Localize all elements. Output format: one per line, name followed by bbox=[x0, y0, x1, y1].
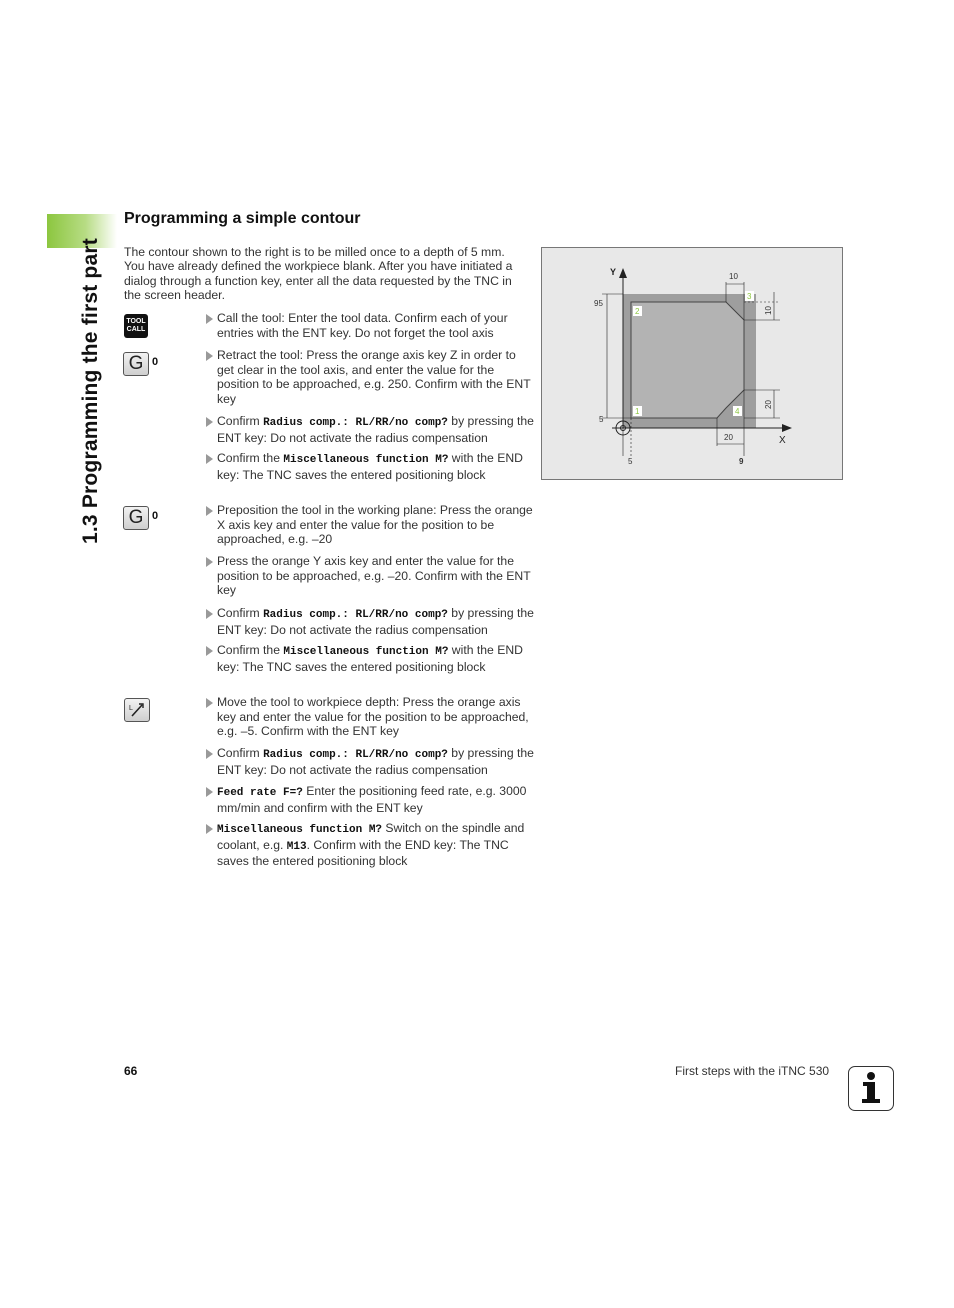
bullet-triangle-icon bbox=[206, 698, 213, 708]
section-title-vertical: 1.3 Programming the first part bbox=[79, 238, 102, 544]
dim-y5: 5 bbox=[599, 415, 604, 424]
page-number: 66 bbox=[124, 1064, 138, 1078]
tool-call-key-icon: TOOL CALL bbox=[124, 314, 148, 338]
section-heading: Programming a simple contour bbox=[124, 210, 361, 227]
dim-top: 10 bbox=[729, 272, 738, 281]
dim-x95: 9 bbox=[739, 457, 744, 466]
dim-right-bottom: 20 bbox=[764, 400, 773, 409]
bullet-triangle-icon bbox=[206, 749, 213, 759]
step-item: Miscellaneous function M? Switch on the spindle and coolant, e.g. M13. Confirm with the END key: The TNC saves the entered positioning block bbox=[206, 821, 535, 869]
dim-right-top: 10 bbox=[764, 306, 773, 315]
bullet-triangle-icon bbox=[206, 506, 213, 516]
g-key-icon: G bbox=[123, 506, 149, 530]
y-axis-label: Y bbox=[610, 267, 617, 277]
bullet-triangle-icon bbox=[206, 417, 213, 427]
footer-title: First steps with the iTNC 530 bbox=[675, 1064, 830, 1078]
step-item: Confirm the Miscellaneous function M? with the END key: The TNC saves the entered positioning block bbox=[206, 451, 535, 482]
bullet-triangle-icon bbox=[206, 351, 213, 361]
bullet-triangle-icon bbox=[206, 609, 213, 619]
point-label-2: 2 bbox=[635, 307, 640, 316]
intro-paragraph: The contour shown to the right is to be milled once to a depth of 5 mm. You have already defined the workpiece blank. After you have initiated a dialog through a function key, enter all the data requested by the TNC in the screen header. bbox=[124, 245, 513, 303]
linear-move-key-icon bbox=[124, 698, 150, 722]
step-item: Retract the tool: Press the orange axis key Z in order to get clear in the tool axis, and enter the value for the position to be approached, e.g. 250. Confirm with the ENT key bbox=[206, 348, 535, 406]
info-icon bbox=[848, 1066, 894, 1111]
bullet-triangle-icon bbox=[206, 646, 213, 656]
step-item: Press the orange Y axis key and enter the value for the position to be approached, e.g. –20. Confirm with the ENT key bbox=[206, 554, 535, 598]
contour-shape bbox=[631, 302, 744, 418]
contour-drawing bbox=[541, 247, 843, 480]
dim-x5: 5 bbox=[628, 457, 633, 466]
bullet-triangle-icon bbox=[206, 314, 213, 324]
g-key-sub-label: 0 bbox=[152, 356, 159, 368]
bullet-triangle-icon bbox=[206, 787, 213, 797]
point-label-3: 3 bbox=[747, 292, 752, 301]
bullet-triangle-icon bbox=[206, 824, 213, 834]
svg-text:L: L bbox=[129, 705, 133, 712]
point-label-1: 1 bbox=[635, 407, 640, 416]
step-item: Confirm the Miscellaneous function M? with the END key: The TNC saves the entered positioning block bbox=[206, 643, 535, 674]
point-label-4: 4 bbox=[735, 407, 740, 416]
step-item: Confirm Radius comp.: RL/RR/no comp? by pressing the ENT key: Do not activate the radius compensation bbox=[206, 746, 535, 777]
bullet-triangle-icon bbox=[206, 557, 213, 567]
step-item: Preposition the tool in the working plane: Press the orange X axis key and enter the value for the position to be approached, e.g. –20 bbox=[206, 503, 535, 547]
step-item: Feed rate F=? Enter the positioning feed rate, e.g. 3000 mm/min and confirm with the ENT key bbox=[206, 784, 535, 815]
step-item: Confirm Radius comp.: RL/RR/no comp? by pressing the ENT key: Do not activate the radius compensation bbox=[206, 414, 535, 445]
dim-bottom-mid: 20 bbox=[724, 433, 733, 442]
step-item: Confirm Radius comp.: RL/RR/no comp? by pressing the ENT key: Do not activate the radius compensation bbox=[206, 606, 535, 637]
dim-y95: 95 bbox=[594, 299, 603, 308]
step-item: Move the tool to workpiece depth: Press the orange axis key and enter the value for the position to be approached, e.g. –5. Confirm with the ENT key bbox=[206, 695, 535, 739]
g-key-sub-label: 0 bbox=[152, 510, 159, 522]
x-axis-label: X bbox=[779, 435, 786, 446]
g-key-icon: G bbox=[123, 352, 149, 376]
step-item: Call the tool: Enter the tool data. Confirm each of your entries with the ENT key. Do not forget the tool axis bbox=[206, 311, 535, 340]
bullet-triangle-icon bbox=[206, 454, 213, 464]
